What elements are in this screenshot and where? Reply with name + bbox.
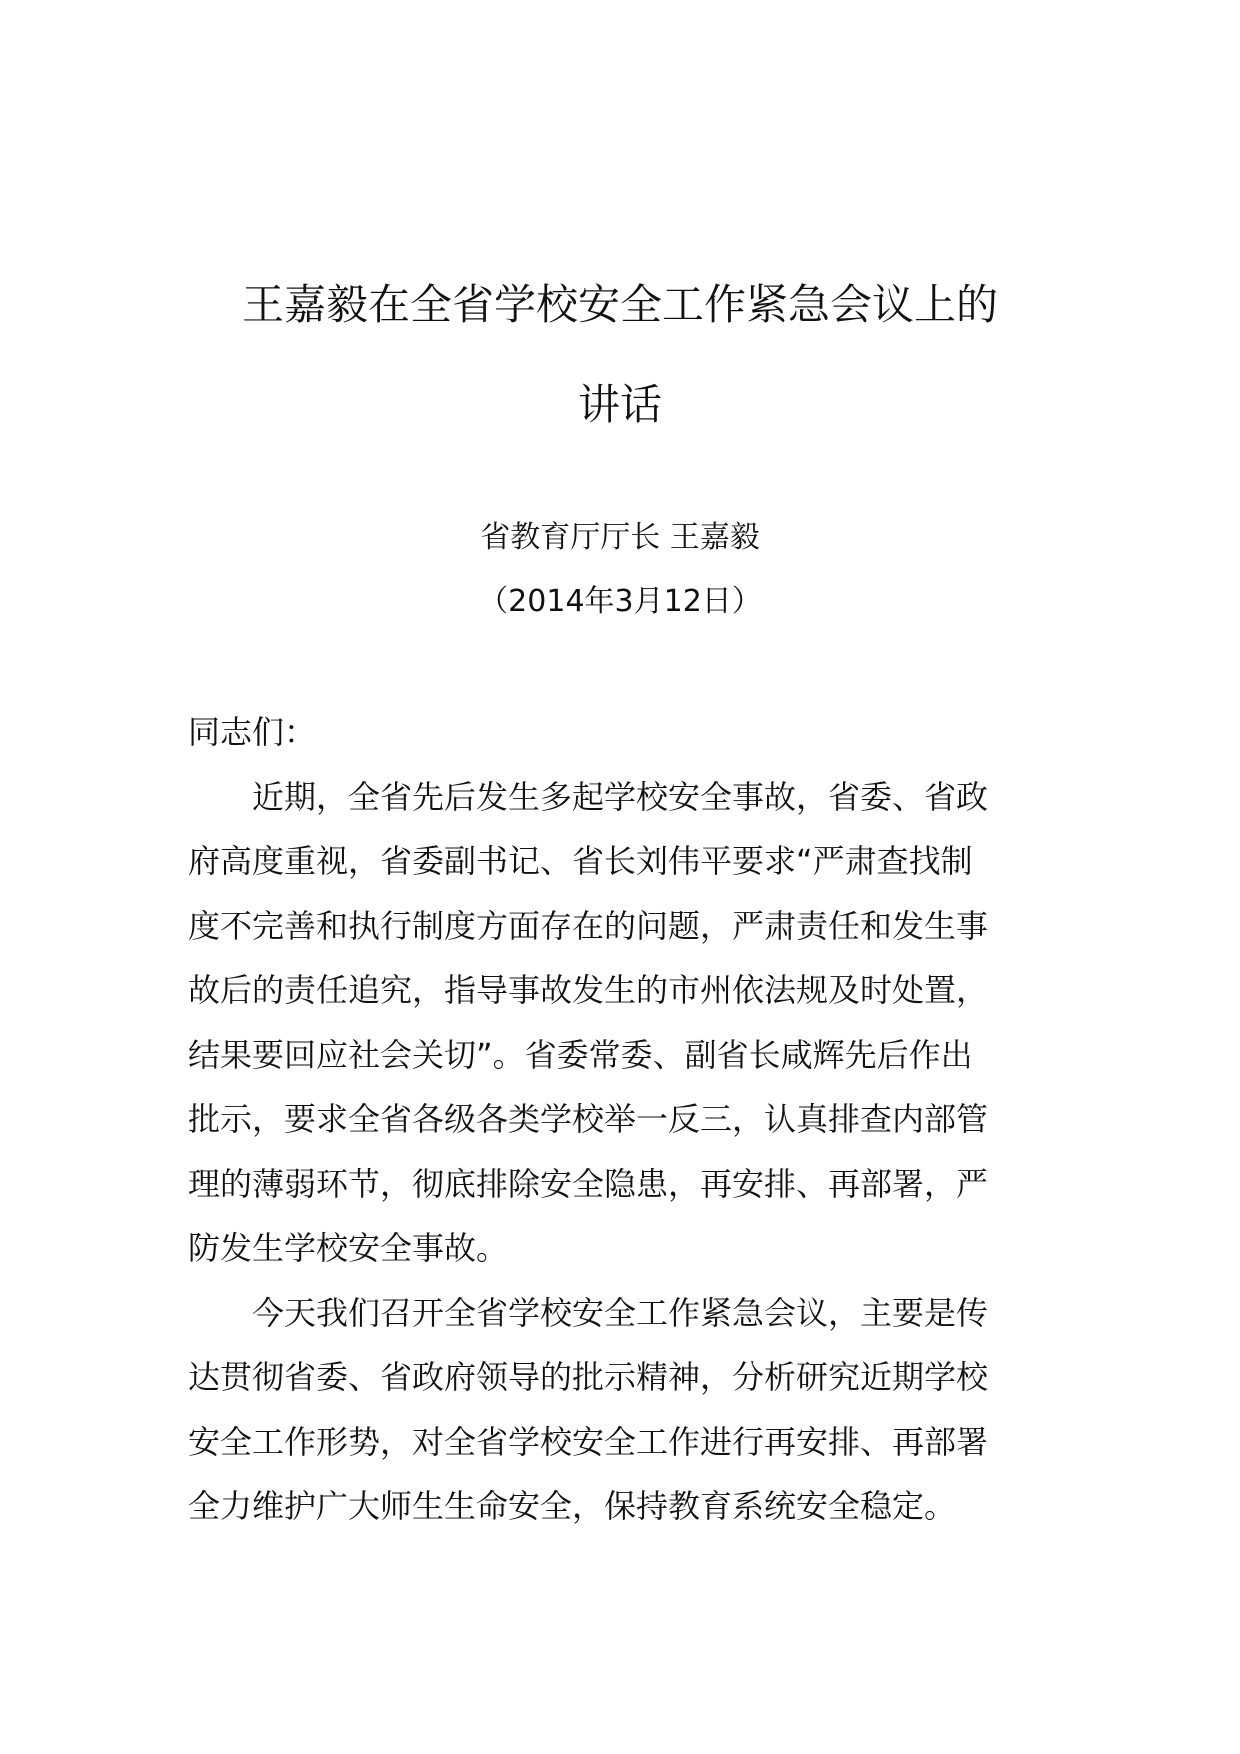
date-line: （2014年3月12日） (478, 584, 762, 619)
document-title-line-1: 王嘉毅在全省学校安全工作紧急会议上的 (241, 280, 998, 329)
speech-body (188, 700, 1056, 1539)
author-line: 省教育厅厅长 王嘉毅 (480, 520, 760, 555)
document-title-line-2: 讲话 (577, 380, 662, 429)
paragraph-2: 今天我们召开全省学校安全工作紧急会议，主要是传 达贯彻省委、省政府领导的批示精神，分析研究近期学校 安全工作形势，对全省学校安全工作进行再安排、再部署 全力维护广大师生生命安全，保持教育系统安全稳定。 (188, 1293, 989, 1525)
paragraph-1: 近期，全省先后发生多起学校安全事故，省委、省政 府高度重视，省委副书记、省长刘伟平要求“严肃查找制 度不完善和执行制度方面存在的问题，严肃责任和发生事 故后的责任追究，指导事故发生的市州依法规及时处置， 结果要回应社会关切”。省委常委、副省长咸辉先后作出 批示，要求全省各级各类学校举一反三，认真排查内部管 理的薄弱环节，彻底排除安全隐患，再安排、再部署，严 防发生学校安全事故。 (188, 777, 989, 1267)
greeting: 同志们： (188, 713, 317, 751)
